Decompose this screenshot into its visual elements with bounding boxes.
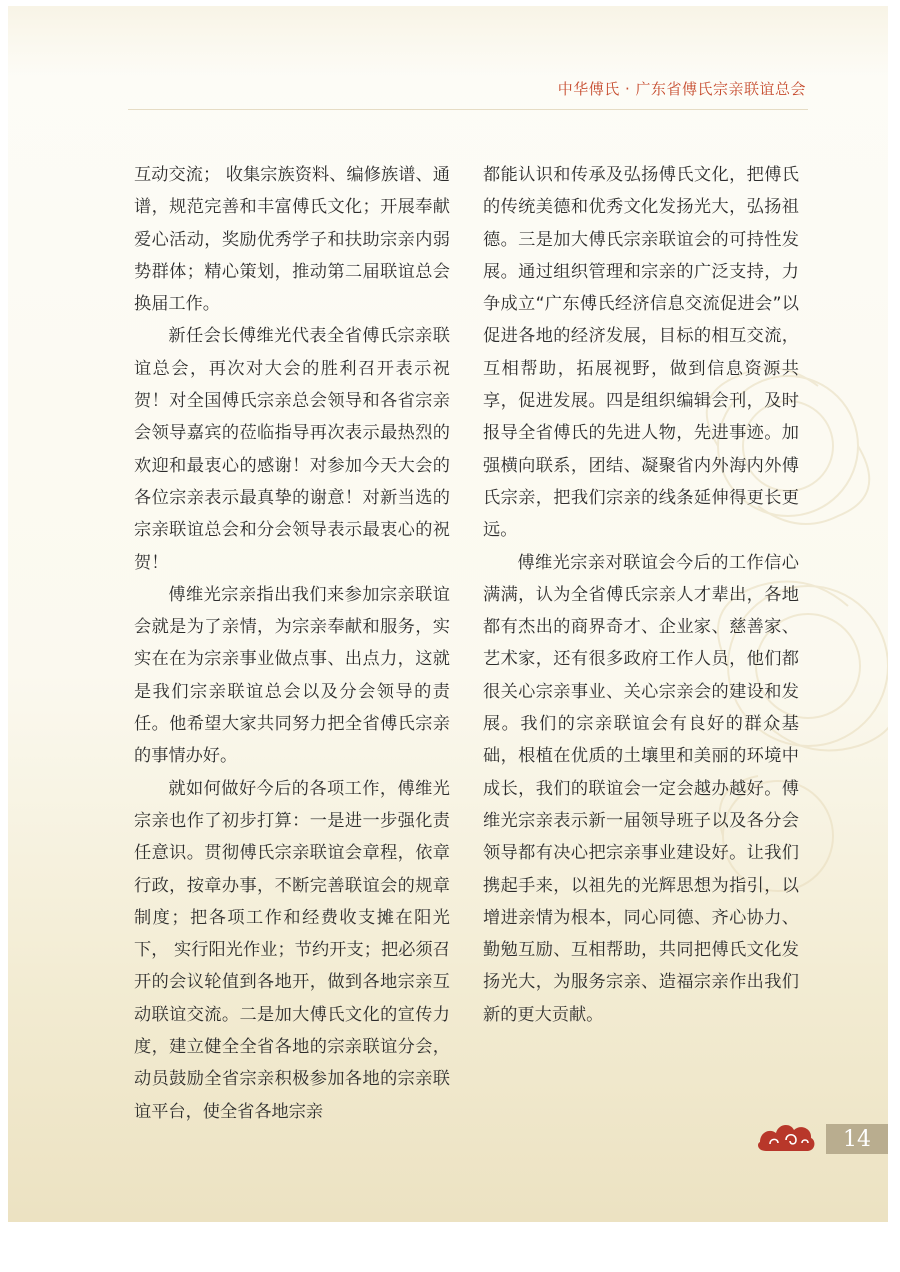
paragraph: 傅维光宗亲指出我们来参加宗亲联谊会就是为了亲情，为宗亲奉献和服务，实实在在为宗亲事业做点事、出点力，这就是我们宗亲联谊总会以及分会领导的责任。他希望大家共同努力把全省傅氏宗亲的事情办好。 [134, 584, 450, 767]
header-divider [128, 109, 808, 110]
page [8, 6, 888, 1222]
right-column [483, 159, 799, 1031]
page-number-badge [826, 1124, 888, 1154]
auspicious-cloud-icon [756, 1116, 818, 1160]
left-column [134, 159, 450, 1128]
top-band [8, 6, 888, 76]
paragraph: 傅维光宗亲对联谊会今后的工作信心满满，认为全省傅氏宗亲人才辈出，各地都有杰出的商界奇才、企业家、慈善家、艺术家，还有很多政府工作人员，他们都很关心宗亲事业、关心宗亲会的建设和发展。我们的宗亲联谊会有良好的群众基础，根植在优质的土壤里和美丽的环境中成长，我们的联谊会一定会越办越好。傅维光宗亲表示新一届领导班子以及各分会领导都有决心把宗亲事业建设好。让我们携起手来，以祖先的光辉思想为指引，以增进亲情为根本，同心同德、齐心协力、勤勉互励、互相帮助，共同把傅氏文化发扬光大，为服务宗亲、造福宗亲作出我们新的更大贡献。 [483, 552, 799, 1025]
paragraph: 互动交流； 收集宗族资料、编修族谱、通谱，规范完善和丰富傅氏文化；开展奉献爱心活动，奖励优秀学子和扶助宗亲内弱势群体；精心策划，推动第二届联谊总会换届工作。 [134, 165, 450, 315]
paragraph: 新任会长傅维光代表全省傅氏宗亲联谊总会，再次对大会的胜利召开表示祝贺！对全国傅氏宗亲总会领导和各省宗亲会领导嘉宾的莅临指导再次表示最热烈的欢迎和最衷心的感谢！对参加今天大会的各位宗亲表示最真挚的谢意！对新当选的宗亲联谊总会和分会领导表示最衷心的祝贺！ [134, 326, 450, 573]
page-number: 14 [843, 1126, 871, 1152]
page-header-title: 中华傅氏 · 广东省傅氏宗亲联谊总会 [557, 80, 806, 98]
paragraph: 就如何做好今后的各项工作，傅维光宗亲也作了初步打算：一是进一步强化责任意识。贯彻傅氏宗亲联谊会章程，依章行政，按章办事，不断完善联谊会的规章制度；把各项工作和经费收支摊在阳光下， 实行阳光作业；节约开支；把必须召开的会议轮值到各地开，做到各地宗亲互动联谊交流。二是加大傅氏文化的宣传力度，建立健全全省各地的宗亲联谊分会，动员鼓励全省宗亲积极参加各地的宗亲联谊平台，使全省各地宗亲 [134, 778, 450, 1122]
paragraph: 都能认识和传承及弘扬傅氏文化，把傅氏的传统美德和优秀文化发扬光大，弘扬祖德。三是加大傅氏宗亲联谊会的可持性发展。通过组织管理和宗亲的广泛支持，力争成立“广东傅氏经济信息交流促进会”以促进各地的经济发展，目标的相互交流，互相帮助，拓展视野，做到信息资源共享，促进发展。四是组织编辑会刊，及时报导全省傅氏的先进人物，先进事迹。加强横向联系，团结、凝聚省内外海内外傅氏宗亲，把我们宗亲的线条延伸得更长更远。 [483, 165, 799, 541]
